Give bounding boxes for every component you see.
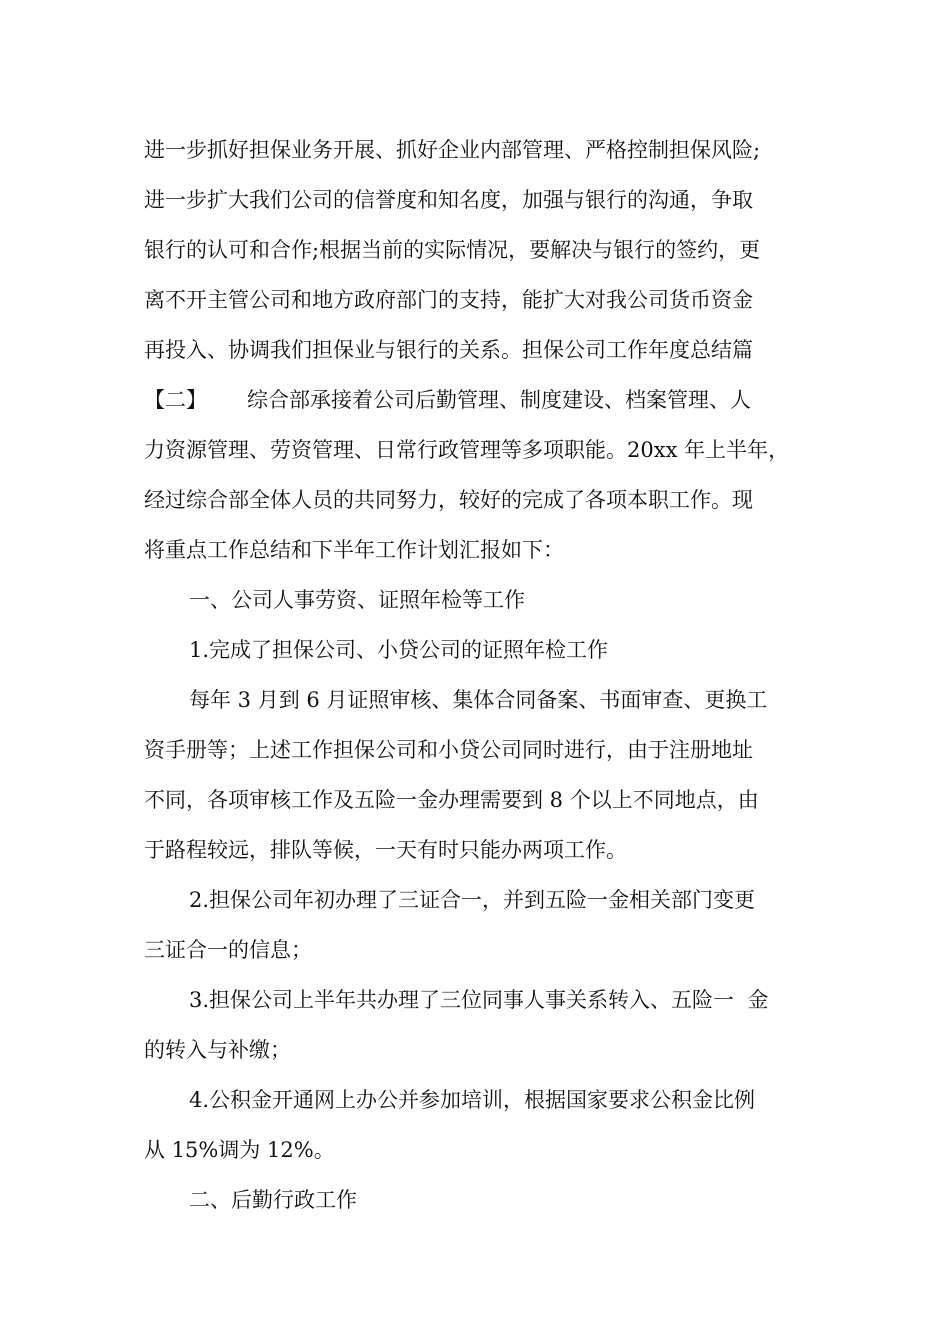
text-line: 的转入与补缴； (144, 1038, 291, 1062)
text-line: 再投入、协调我们担保业与银行的关系。担保公司工作年度总结篇 (144, 338, 753, 362)
text-line: 资手册等；上述工作担保公司和小贷公司同时进行，由于注册地址 (144, 738, 753, 762)
subsection-heading: 1.完成了担保公司、小贷公司的证照年检工作 (189, 638, 609, 662)
text-line: 将重点工作总结和下半年工作计划汇报如下： (144, 538, 564, 562)
text-line: 进一步抓好担保业务开展、抓好企业内部管理、严格控制担保风险; (144, 138, 761, 162)
text-line: 三证合一的信息； (144, 938, 312, 962)
text-line: 银行的认可和合作;根据当前的实际情况，要解决与银行的签约，更 (144, 238, 761, 262)
text-line: 【二】 综合部承接着公司后勤管理、制度建设、档案管理、人 (144, 388, 752, 412)
text-line: 2.担保公司年初办理了三证合一，并到五险一金相关部门变更 (189, 888, 756, 912)
text-line: 于路程较远，排队等候，一天有时只能办两项工作。 (144, 838, 627, 862)
text-line: 每年 3 月到 6 月证照审核、集体合同备案、书面审查、更换工 (189, 688, 768, 712)
text-line: 3.担保公司上半年共办理了三位同事人事关系转入、五险一 金 (189, 988, 769, 1012)
text-line: 不同，各项审核工作及五险一金办理需要到 8 个以上不同地点，由 (144, 788, 759, 812)
text-line: 从 15%调为 12%。 (144, 1138, 335, 1162)
text-line: 经过综合部全体人员的共同努力，较好的完成了各项本职工作。现 (144, 488, 753, 512)
text-line: 离不开主管公司和地方政府部门的支持，能扩大对我公司货币资金 (144, 288, 753, 312)
section-heading: 二、后勤行政工作 (189, 1188, 357, 1212)
text-line: 4.公积金开通网上办公并参加培训，根据国家要求公积金比例 (189, 1088, 756, 1112)
text-line: 力资源管理、劳资管理、日常行政管理等多项职能。20xx 年上半年， (144, 438, 790, 462)
text-line: 进一步扩大我们公司的信誉度和知名度，加强与银行的沟通，争取 (144, 188, 753, 212)
section-heading: 一、公司人事劳资、证照年检等工作 (189, 588, 525, 612)
